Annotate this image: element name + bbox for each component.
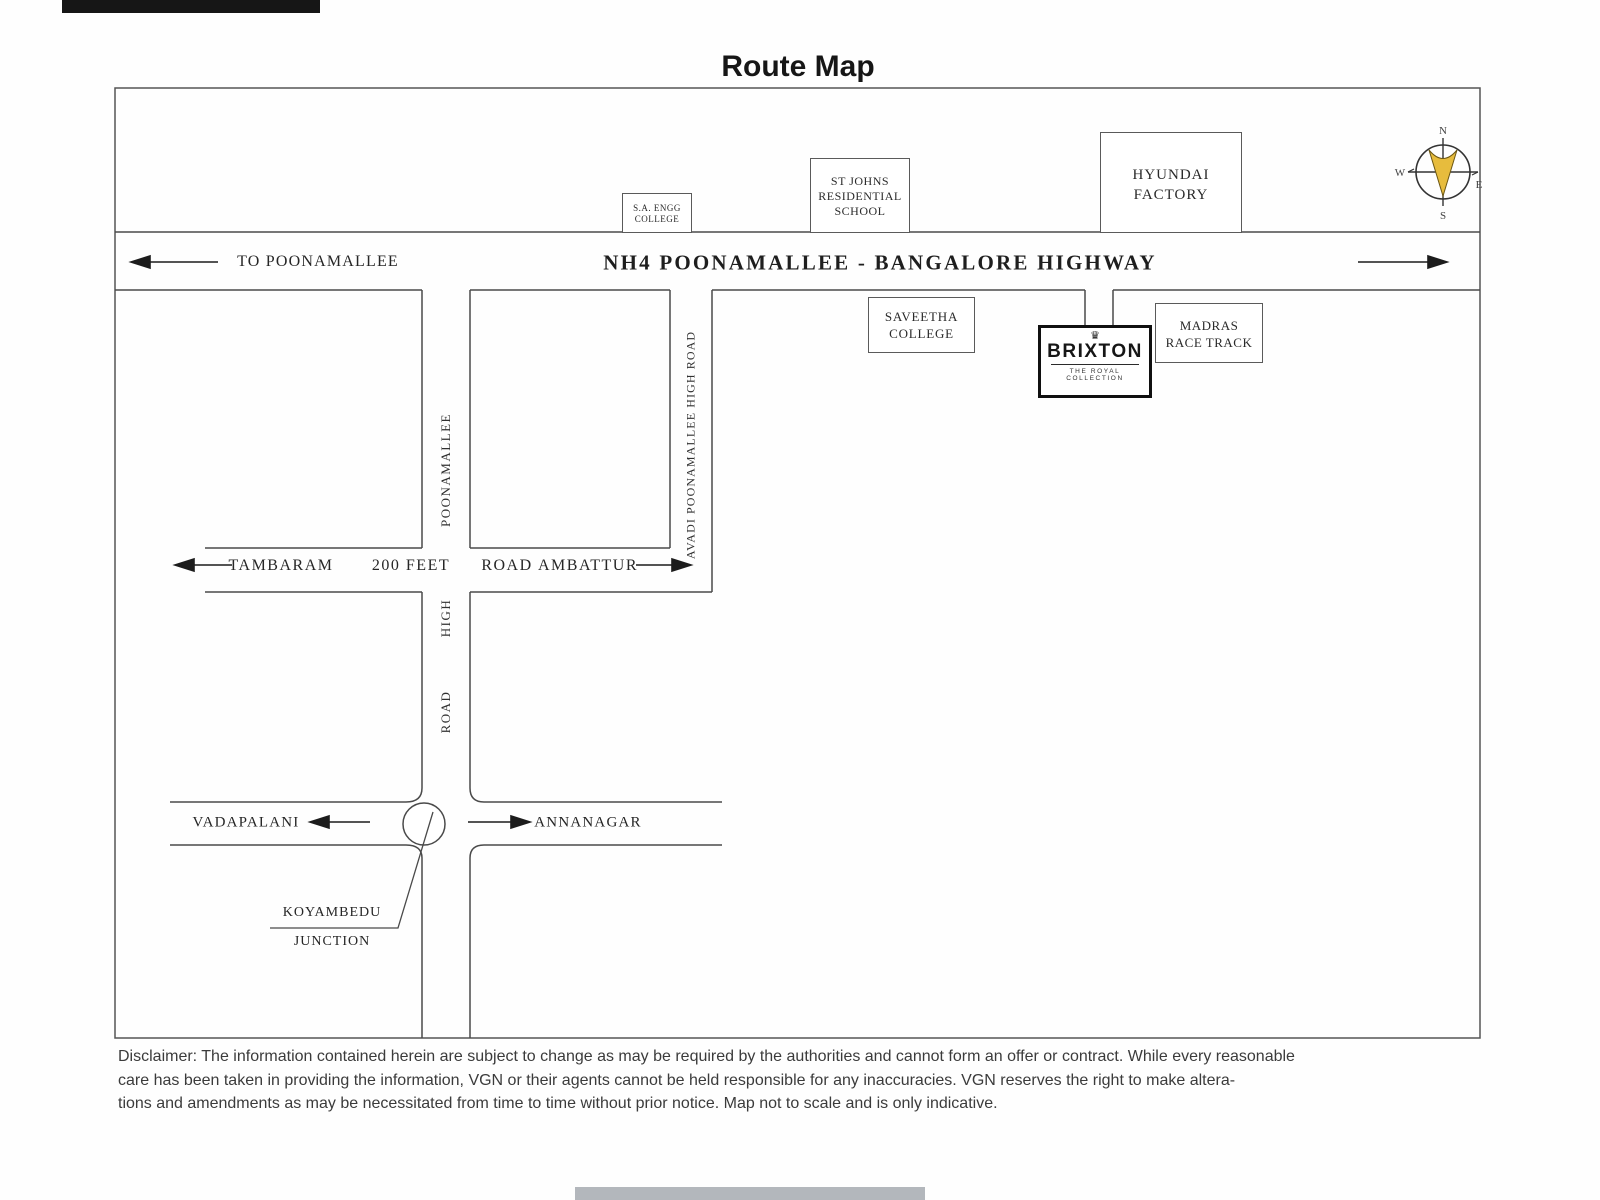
landmark-label: FACTORY [1133, 187, 1209, 203]
arrow-ambattur [672, 559, 691, 571]
arrow-east-highway [1428, 256, 1447, 268]
landmark-label: COLLEGE [634, 214, 680, 224]
arrow-vadapalani [310, 816, 329, 828]
compass-n: N [1439, 125, 1447, 137]
brixton-logo-text: BRIXTON [1047, 341, 1143, 362]
destination-annanagar: ANNANAGAR [534, 814, 642, 831]
brixton-tagline: THE ROYAL COLLECTION [1066, 368, 1124, 382]
disclaimer-line: care has been taken in providing the information, VGN or their agents cannot be held responsible for any inaccuracies. VGN reserves the right to make altera- [118, 1071, 1236, 1089]
arrow-annanagar [511, 816, 530, 828]
brixton-access-road [1085, 290, 1113, 325]
highway-name-label: NH4 POONAMALLEE - BANGALORE HIGHWAY [603, 250, 1157, 275]
poonamallee-high-road-lines [422, 290, 470, 1038]
disclaimer-line: Disclaimer: The information contained herein are subject to change as may be required by the authorities and cannot form an offer or contract. While every reasonable [118, 1048, 1295, 1065]
to-poonamallee-label: TO POONAMALLEE [237, 253, 399, 270]
disclaimer-text [118, 1045, 1484, 1116]
landmark-label: S.A. ENGG [633, 203, 681, 213]
brixton-project-marker [1038, 325, 1152, 398]
landmark-sa-engg-college [622, 193, 692, 233]
landmark-st-johns-school [810, 158, 910, 233]
road-label-200-feet-road: ROAD [481, 557, 533, 574]
landmark-label: RACE TRACK [1165, 335, 1253, 350]
destination-tambaram: TAMBARAM [228, 557, 334, 574]
page-title: Route Map [721, 50, 875, 83]
compass-e: E [1475, 179, 1483, 191]
destination-ambattur: AMBATTUR [537, 557, 639, 574]
compass-w: W [1394, 167, 1406, 179]
road-label-avadi-poonamallee: AVADI POONAMALLEE HIGH ROAD [683, 330, 698, 560]
destination-vadapalani: VADAPALANI [192, 814, 300, 831]
koyambedu-junction-label: KOYAMBEDU [282, 905, 382, 920]
compass-s: S [1439, 210, 1447, 222]
landmark-madras-race-track [1155, 303, 1263, 363]
landmark-label: SAVEETHA [884, 309, 959, 324]
koyambedu-junction-label: JUNCTION [293, 934, 371, 949]
arrow-west-highway [131, 256, 150, 268]
road-label-road: ROAD [438, 690, 453, 734]
landmark-label: SCHOOL [834, 204, 886, 218]
landmark-saveetha-college [868, 297, 975, 353]
landmark-hyundai-factory [1100, 132, 1242, 233]
landmark-label: RESIDENTIAL [818, 189, 902, 203]
landmark-label: MADRAS [1179, 318, 1239, 333]
crown-icon: ♛ [1090, 330, 1100, 342]
landmark-label: HYUNDAI [1132, 167, 1210, 183]
arrow-tambaram [175, 559, 194, 571]
compass-icon [1395, 125, 1483, 222]
landmark-label: COLLEGE [889, 326, 954, 341]
roundabout-circle [403, 803, 445, 845]
road-label-poonamallee: POONAMALLEE [438, 413, 453, 527]
brixton-logo-rule [1051, 364, 1139, 365]
road-label-200-feet: 200 FEET [371, 557, 451, 574]
road-label-high: HIGH [438, 598, 453, 638]
disclaimer-line: tions and amendments as may be necessitated from time to time without prior notice. Map not to scale and is only indicative. [118, 1095, 998, 1112]
landmark-label: ST JOHNS [830, 174, 890, 188]
